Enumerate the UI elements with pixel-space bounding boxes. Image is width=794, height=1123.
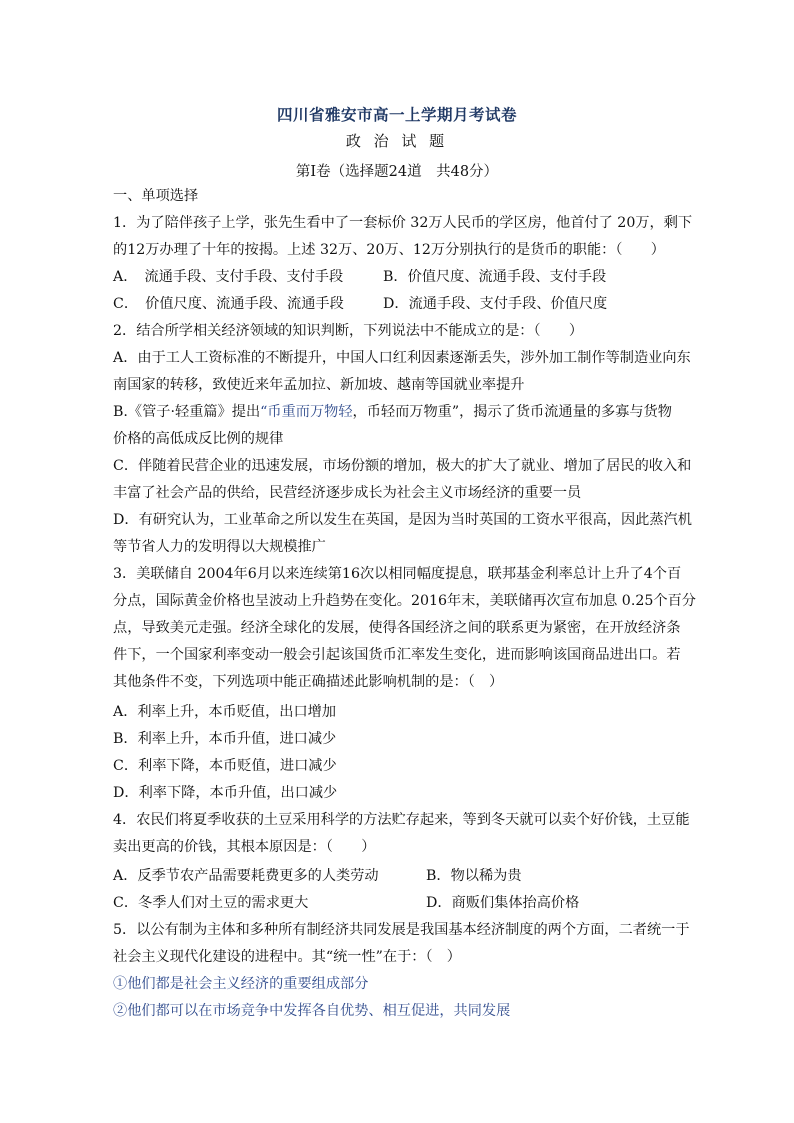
q2-option-b-prefix: B.《管子·轻重篇》提出 [113,404,261,420]
q2-option-b-line2: 价格的高低成反比例的规律 [113,431,284,447]
q5-stem-line1: 5．以公有制为主体和多种所有制经济共同发展是我国基本经济制度的两个方面，二者统一于 [113,922,690,938]
q1-option-d: D．流通手段、支付手段、价值尺度 [383,296,608,312]
q2-option-d-line2: 等节省人力的发明得以大规模推广 [113,539,326,555]
q3-option-d: D．利率下降，本币升值，出口减少 [113,785,338,801]
q2-option-d-line1: D．有研究认为，工业革命之所以发生在英国，是因为当时英国的工资水平很高，因此蒸汽机 [113,512,692,528]
exam-title: 四川省雅安市高一上学期月考试卷 [276,105,517,124]
q2-option-a-line1: A．由于工人工资标准的不断提升，中国人口红利因素逐渐丢失，涉外加工制作等制造业向东 [113,350,691,366]
q3-stem-line2: 分点，国际黄金价格也呈波动上升趋势在变化。2016年末，美联储再次宣布加息 0.25个百分 [113,593,696,609]
q3-option-a: A．利率上升，本币贬值，出口增加 [113,704,337,720]
q4-option-c: C．冬季人们对土豆的需求更大 [113,895,309,911]
q2-option-b-line1 [113,405,683,419]
q5-statement-2: ②他们都可以在市场竞争中发挥各自优势、相互促进，共同发展 [113,1003,511,1019]
q3-option-c: C．利率下降，本币贬值，进口减少 [113,758,337,774]
q4-option-a: A．反季节农产品需要耗费更多的人类劳动 [113,868,379,884]
section-heading: 一、单项选择 [113,188,199,204]
q2-option-b-quote: “币重而万物轻 [260,404,353,420]
q2-option-c-line2: 丰富了社会产品的供给，民营经济逐步成长为社会主义市场经济的重要一员 [113,485,582,501]
q4-option-d: D．商贩们集体抬高价格 [426,895,580,911]
part-heading: 第Ⅰ卷（选择题24道 共48分） [295,164,499,180]
q5-statement-1: ①他们都是社会主义经济的重要组成部分 [113,976,369,992]
q2-option-b-suffix: ，币轻而万物重”，揭示了货币流通量的多寡与货物 [352,404,672,420]
q3-option-b: B．利率上升，本币升值，进口减少 [113,731,337,747]
q2-stem: 2．结合所学相关经济领域的知识判断，下列说法中不能成立的是：（ ） [113,323,584,339]
q1-stem-line1: 1．为了陪伴孩子上学，张先生看中了一套标价 32万人民币的学区房，他首付了 20万，剩下 [113,215,693,231]
q4-stem-line2: 卖出更高的价钱，其根本原因是：（ ） [113,839,376,855]
q4-stem-line1: 4．农民们将夏季收获的土豆采用科学的方法贮存起来，等到冬天就可以卖个好价钱，土豆能 [113,812,690,828]
q3-stem-line3: 点，导致美元走强。经济全球化的发展，使得各国经济之间的联系更为紧密，在开放经济条 [113,620,681,636]
q1-option-b: B．价值尺度、流通手段、支付手段 [383,269,607,285]
q3-stem-line5: 其他条件不变，下列选项中能正确描述此影响机制的是：（ ） [113,674,504,690]
q1-option-a: A． 流通手段、支付手段、支付手段 [113,269,344,285]
q5-stem-line2: 社会主义现代化建设的进程中。其“统一性”在于：（ ） [113,949,461,965]
q3-stem-line1: 3．美联储自 2004年6月以来连续第16次以相同幅度提息，联邦基金利率总计上升了4个百 [113,566,682,582]
q3-stem-line4: 件下，一个国家利率变动一般会引起该国货币汇率发生变化，进而影响该国商品进出口。若 [113,647,681,663]
exam-subject: 政 治 试 题 [345,132,449,150]
q4-option-b: B．物以稀为贵 [426,868,522,884]
q1-option-c: C． 价值尺度、流通手段、流通手段 [113,296,344,312]
q1-stem-line2: 的12万办理了十年的按揭。上述 32万、20万、12万分别执行的是货币的职能：（ ） [113,242,665,258]
q2-option-a-line2: 南国家的转移，致使近来年孟加拉、新加坡、越南等国就业率提升 [113,377,525,393]
q2-option-c-line1: C．伴随着民营企业的迅速发展，市场份额的增加，极大的扩大了就业、增加了居民的收入和 [113,458,692,474]
